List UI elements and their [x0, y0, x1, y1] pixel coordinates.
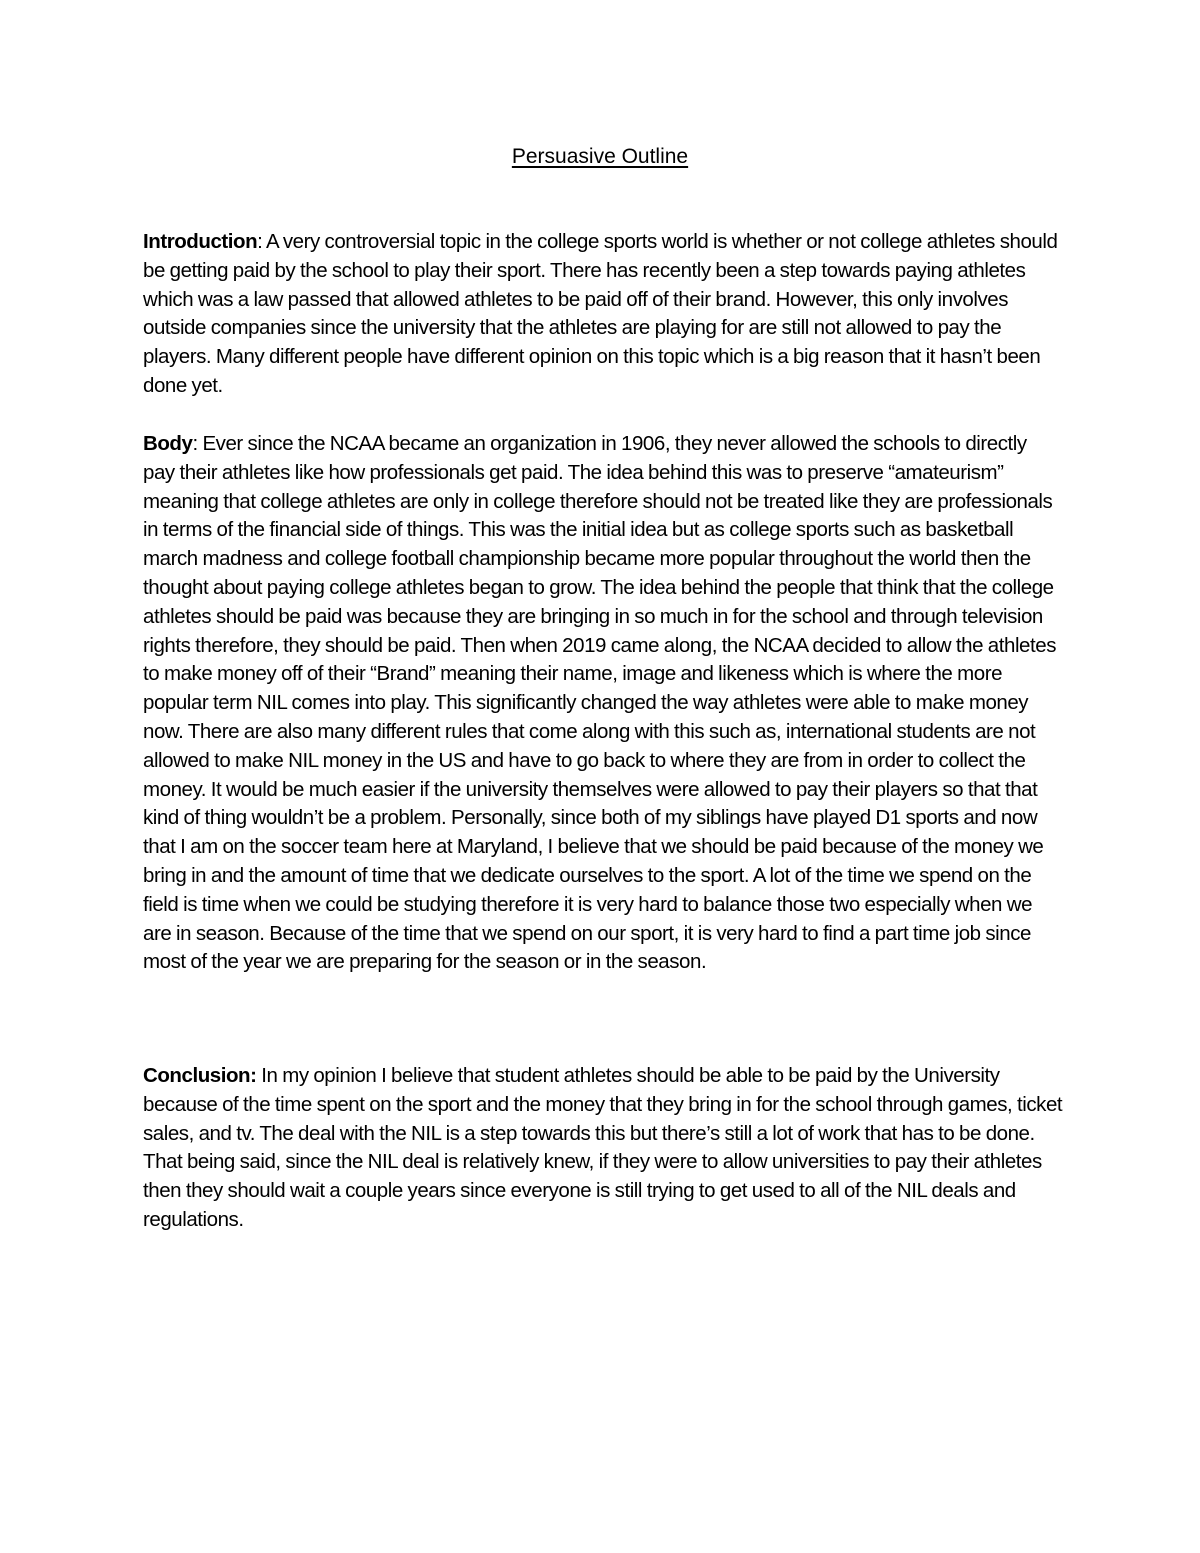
body-paragraph [143, 430, 1063, 977]
introduction-paragraph [143, 228, 1063, 401]
introduction-text: : A very controversial topic in the college sports world is whether or not college athletes should be getting paid by the school to play their sport. There has recently been a step towards paying athletes which was a law passed that allowed athletes to be paid off of their brand. However, this only involves outside companies since the university that the athletes are playing for are still not allowed to pay the players. Many different people have different opinion on this topic which is a big reason that it hasn’t been done yet. [143, 230, 1058, 397]
document-title [0, 143, 1200, 171]
body-heading: Body [143, 432, 193, 455]
introduction-heading: Introduction [143, 230, 258, 253]
conclusion-text: In my opinion I believe that student athletes should be able to be paid by the University because of the time spent on the sport and the money that they bring in for the school through games, ticket sales, and tv. The deal with the NIL is a step towards this but there’s still a lot of work that has to be done. That being said, since the NIL deal is relatively knew, if they were to allow universities to pay their athletes then they should wait a couple years since everyone is still trying to get used to all of the NIL deals and regulations. [143, 1064, 1063, 1231]
body-text: : Ever since the NCAA became an organization in 1906, they never allowed the schools to directly pay their athletes like how professionals get paid. The idea behind this was to preserve “amateurism” meaning that college athletes are only in college therefore should not be treated like they are professionals in terms of the financial side of things. This was the initial idea but as college sports such as basketball march madness and college football championship became more popular throughout the world then the thought about paying college athletes began to grow. The idea behind the people that think that the college athletes should be paid was because they are bringing in so much in for the school and through television rights therefore, they should be paid. Then when 2019 came along, the NCAA decided to allow the athletes to make money off of their “Brand” meaning their name, image and likeness which is where the more popular term NIL comes into play. This significantly changed the way athletes were able to make money now. There are also many different rules that come along with this such as, international students are not allowed to make NIL money in the US and have to go back to where they are from in order to collect the money. It would be much easier if the university themselves were allowed to pay their players so that that kind of thing wouldn’t be a problem. Personally, since both of my siblings have played D1 sports and now that I am on the soccer team here at Maryland, I believe that we should be paid because of the money we bring in and the amount of time that we dedicate ourselves to the sport. A lot of the time we spend on the field is time when we could be studying therefore it is very hard to balance those two especially when we are in season. Because of the time that we spend on our sport, it is very hard to find a part time job since most of the year we are preparing for the season or in the season. [143, 432, 1057, 974]
conclusion-heading: Conclusion: [143, 1064, 257, 1087]
conclusion-paragraph [143, 1062, 1063, 1235]
document-title-text: Persuasive Outline [511, 145, 689, 168]
